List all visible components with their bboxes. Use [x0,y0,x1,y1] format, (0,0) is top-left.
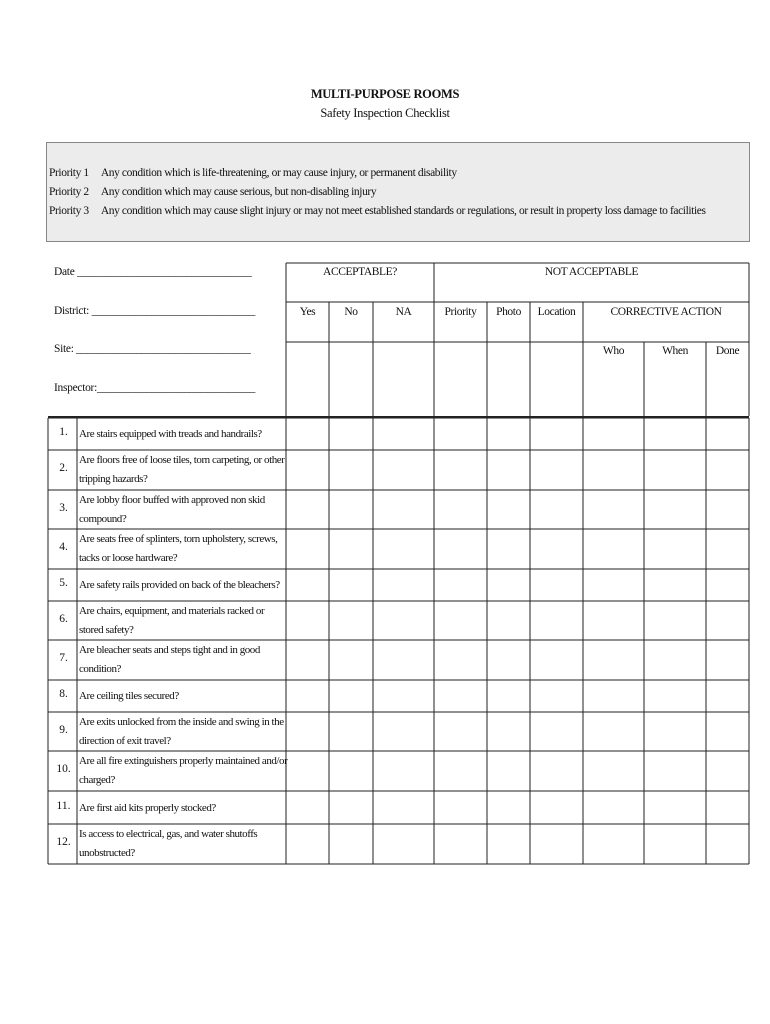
priority-description: Any condition which is life-threatening, or may cause injury, or permanent disability [100,167,457,179]
date-field[interactable]: Date ________________________________ [54,266,252,278]
question-text [79,713,287,751]
question-line: tripping hazards? [79,473,148,485]
page-title: MULTI-PURPOSE ROOMS [310,87,460,101]
question-line: stored safety? [79,623,134,636]
question-text [79,798,287,818]
priority-label: Priority 3 [49,205,89,217]
question-text [79,424,287,444]
question-line: Are bleacher seats and steps tight and in good [79,644,260,656]
priority-column-header: Priority [444,306,477,318]
priority-label: Priority 2 [49,186,89,198]
question-line: Are chairs, equipment, and materials racked or [79,604,265,617]
question-line: Are seats free of splinters, torn upholstery, screws, [79,533,278,545]
question-line: condition? [79,663,121,675]
question-number: 9. [59,723,68,736]
question-text [79,752,287,790]
question-number: 6. [59,612,68,625]
question-number: 5. [59,577,68,589]
not-acceptable-header: NOT ACCEPTABLE [544,266,639,278]
na-column-header: NA [395,306,412,318]
question-line: Is access to electrical, gas, and water shutoffs [79,828,258,840]
question-number: 3. [59,501,68,514]
who-column-header: Who [602,345,625,357]
question-text [79,602,287,640]
question-line: Are safety rails provided on back of the bleachers? [79,579,280,591]
question-text [79,491,287,529]
question-line: tacks or loose hardware? [79,552,178,564]
question-line: Are exits unlocked from the inside and swing in the [79,715,284,728]
question-number: 4. [59,541,68,553]
question-line: Are floors free of loose tiles, torn carpeting, or other [79,454,285,466]
district-field[interactable]: District: ______________________________ [54,305,256,317]
question-text [79,686,287,706]
location-column-header: Location [537,306,576,318]
question-text [79,641,287,679]
page-subtitle: Safety Inspection Checklist [320,106,450,120]
site-field[interactable]: Site: ________________________________ [54,343,251,355]
question-line: Are first aid kits properly stocked? [79,801,216,814]
acceptable-header: ACCEPTABLE? [323,266,397,278]
question-number: 12. [56,836,71,848]
photo-column-header: Photo [496,306,521,318]
question-line: Are stairs equipped with treads and handrails? [79,428,262,440]
question-text [79,575,287,595]
question-line: Are all fire extinguishers properly maintained and/or [79,755,288,767]
inspector-field[interactable]: Inspector:_____________________________ [54,382,256,394]
question-number: 8. [59,688,68,700]
done-column-header: Done [715,345,740,357]
question-line: Are ceiling tiles secured? [79,690,179,702]
question-text [79,530,287,568]
when-column-header: When [662,345,688,357]
question-line: charged? [79,774,115,786]
priority-label: Priority 1 [49,167,89,179]
question-number: 2. [59,462,68,474]
yes-column-header: Yes [299,306,316,318]
corrective-action-header: CORRECTIVE ACTION [610,306,722,318]
priority-description: Any condition which may cause slight injury or may not meet established standards or regulations, or result in property loss damage to facilities [100,205,706,217]
no-column-header: No [344,306,358,318]
question-line: Are lobby floor buffed with approved non skid [79,493,265,506]
question-text [79,451,287,489]
question-number: 10. [56,763,71,775]
priority-description: Any condition which may cause serious, but non-disabling injury [100,186,377,198]
question-line: compound? [79,512,127,525]
question-line: unobstructed? [79,847,135,859]
question-text [79,825,287,863]
question-line: direction of exit travel? [79,734,171,747]
question-number: 1. [59,426,68,438]
question-number: 11. [56,799,71,812]
question-number: 7. [59,652,68,664]
